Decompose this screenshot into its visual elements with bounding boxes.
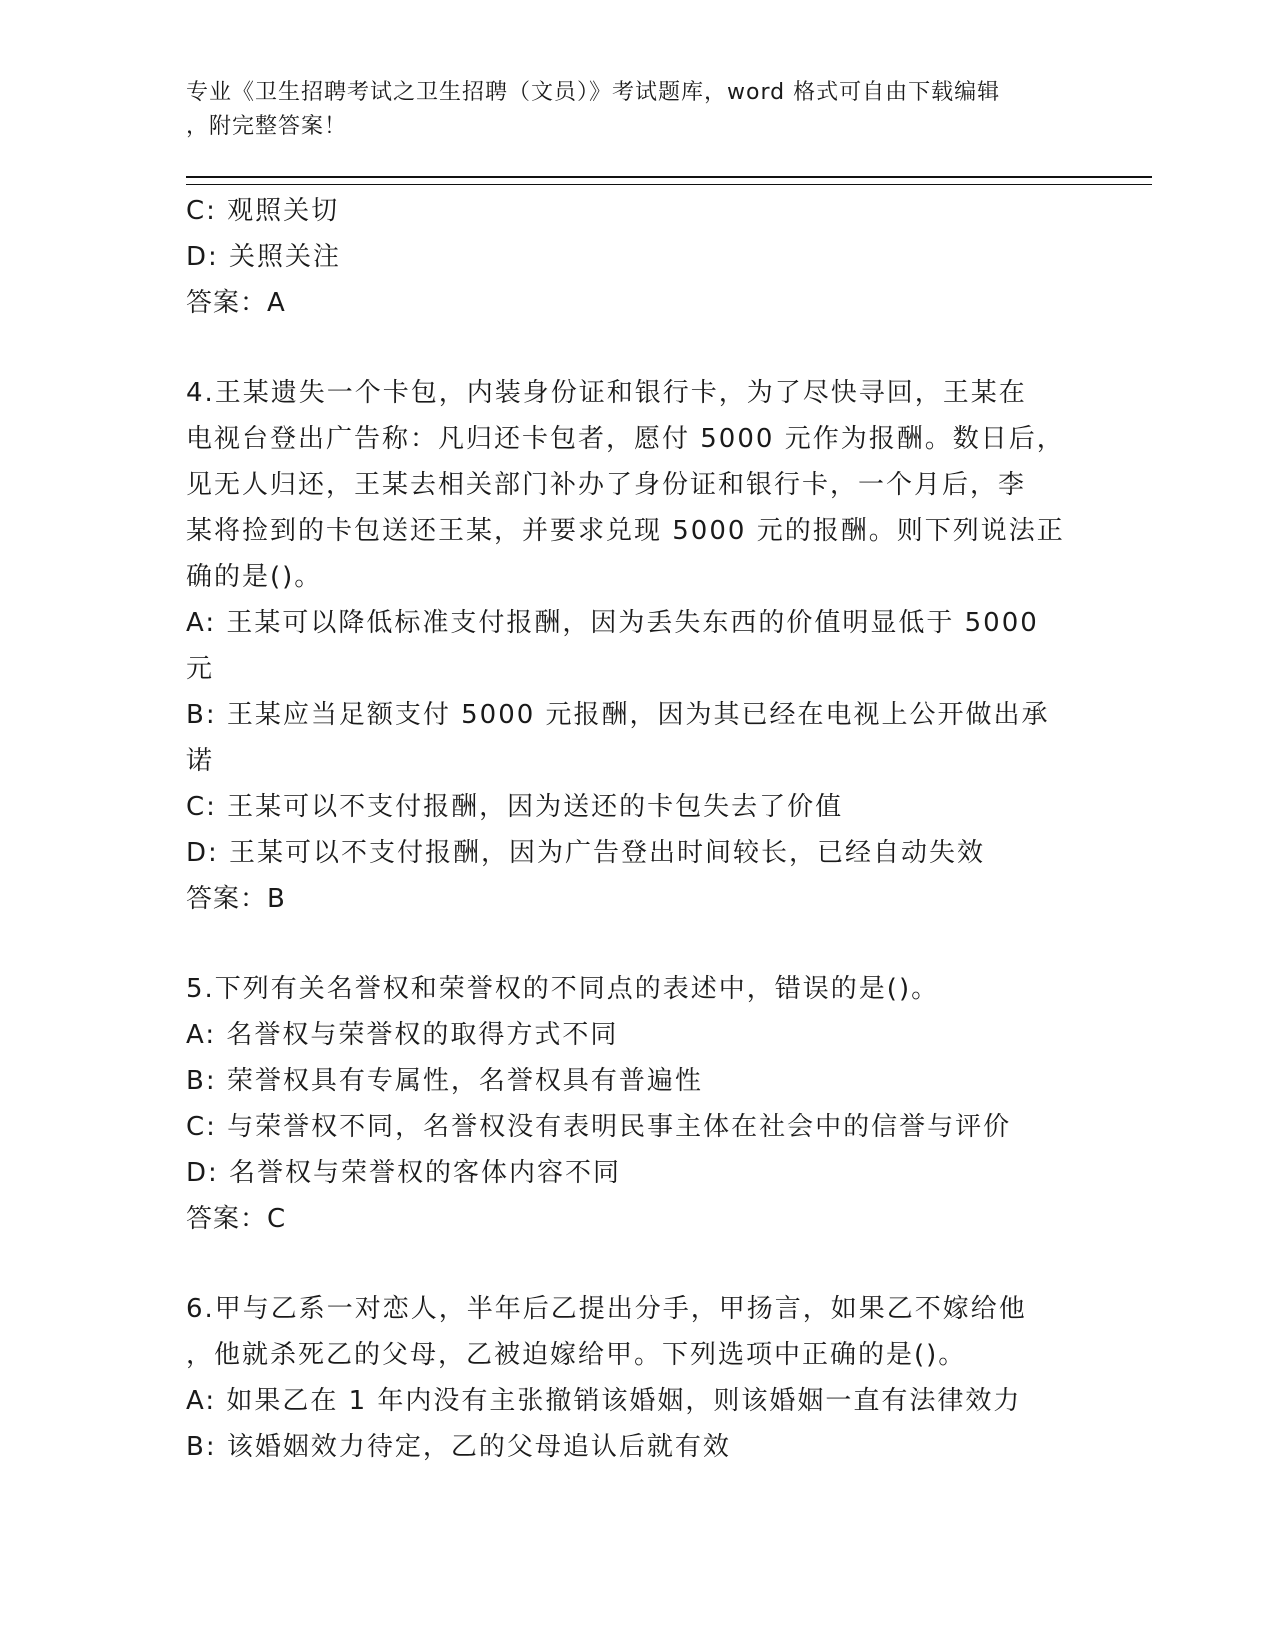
question-stem-line: 5.下列有关名誉权和荣誉权的不同点的表述中，错误的是()。: [186, 974, 940, 1004]
answer-line: 答案：B: [186, 884, 286, 914]
question-4: [186, 370, 1086, 922]
option-b: B: 王某应当足额支付 5000 元报酬，因为其已经在电视上公开做出承: [186, 700, 1050, 730]
option-a: A: 如果乙在 1 年内没有主张撤销该婚姻，则该婚姻一直有法律效力: [186, 1386, 1022, 1416]
answer-line: 答案：C: [186, 1204, 287, 1234]
spacer: [186, 326, 1086, 370]
option-d: D: 王某可以不支付报酬，因为广告登出时间较长，已经自动失效: [186, 838, 986, 868]
question-stem-line: 见无人归还，王某去相关部门补办了身份证和银行卡，一个月后，李: [186, 470, 1027, 500]
spacer: [186, 922, 1086, 966]
question-stem-line: 6.甲与乙系一对恋人，半年后乙提出分手，甲扬言，如果乙不嫁给他: [186, 1294, 1027, 1324]
option-a-continued: 元: [186, 654, 215, 684]
question-stem-line: 某将捡到的卡包送还王某，并要求兑现 5000 元的报酬。则下列说法正: [186, 516, 1065, 546]
option-c: C: 王某可以不支付报酬，因为送还的卡包失去了价值: [186, 792, 844, 822]
header-title-line-2: ，附完整答案！: [186, 114, 348, 139]
option-c: C: 观照关切: [186, 196, 340, 226]
question-content: [186, 188, 1086, 1470]
spacer: [186, 1242, 1086, 1286]
option-a: A: 王某可以降低标准支付报酬，因为丢失东西的价值明显低于 5000: [186, 608, 1039, 638]
question-stem-line: 4.王某遗失一个卡包，内装身份证和银行卡，为了尽快寻回，王某在: [186, 378, 1027, 408]
option-b: B: 荣誉权具有专属性，名誉权具有普遍性: [186, 1066, 703, 1096]
page-header: [186, 76, 1086, 144]
option-b-continued: 诺: [186, 746, 215, 776]
previous-question-tail: [186, 188, 1086, 326]
option-d: D: 名誉权与荣誉权的客体内容不同: [186, 1158, 622, 1188]
header-divider: [186, 176, 1152, 185]
document-page: [186, 0, 1086, 1650]
question-5: [186, 966, 1086, 1242]
header-title-line-1: 专业《卫生招聘考试之卫生招聘（文员）》考试题库，word 格式可自由下载编辑: [186, 80, 1001, 105]
question-6: [186, 1286, 1086, 1470]
option-c: C: 与荣誉权不同，名誉权没有表明民事主体在社会中的信誉与评价: [186, 1112, 1012, 1142]
answer-line: 答案：A: [186, 288, 286, 318]
option-b: B: 该婚姻效力待定，乙的父母追认后就有效: [186, 1432, 731, 1462]
option-d: D: 关照关注: [186, 242, 342, 272]
option-a: A: 名誉权与荣誉权的取得方式不同: [186, 1020, 619, 1050]
question-stem-line: 电视台登出广告称：凡归还卡包者，愿付 5000 元作为报酬。数日后，: [186, 424, 1065, 454]
question-stem-line: ，他就杀死乙的父母，乙被迫嫁给甲。下列选项中正确的是()。: [186, 1340, 967, 1370]
question-stem-line: 确的是()。: [186, 562, 323, 592]
